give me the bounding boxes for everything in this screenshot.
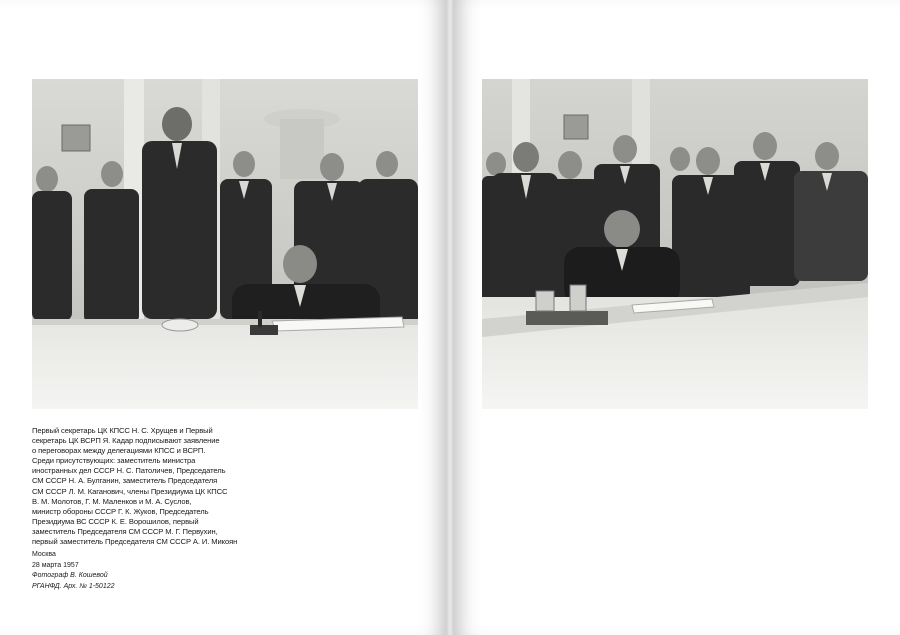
caption-line: о переговорах между делегациями КПСС и ВСРП. xyxy=(32,446,206,456)
archive-reference: РГАНФД. Арх. № 1-50122 xyxy=(32,582,115,590)
caption-line: СМ СССР Л. М. Каганович, члены Президиума ЦК КПСС xyxy=(32,486,228,496)
caption-line: заместитель Председателя СМ СССР М. Г. Первухин, xyxy=(32,526,218,536)
left-page xyxy=(0,0,446,635)
photo-kadar-signing-image xyxy=(32,79,418,409)
caption-line: Президиума ВС СССР К. Е. Ворошилов, первый xyxy=(32,516,199,526)
photographer-credit: Фотограф В. Кошевой xyxy=(32,572,108,579)
caption-line: СМ СССР Н. А. Булганин, заместитель Председателя xyxy=(32,476,218,486)
caption-line: Среди присутствующих: заместитель министра xyxy=(32,456,196,466)
caption-line: В. М. Молотов, Г. М. Маленков и М. А. Суслов, xyxy=(32,496,192,506)
book-gutter xyxy=(446,0,454,635)
photo-caption xyxy=(32,426,247,547)
photo-khrushchev-signing-image xyxy=(482,79,868,409)
photo-kadar-signing xyxy=(32,79,418,409)
photo-date: 28 марта 1957 xyxy=(32,561,79,569)
caption-line: иностранных дел СССР Н. С. Патоличев, Председатель xyxy=(32,466,226,476)
caption-line: министр обороны СССР Г. К. Жуков, Председатель xyxy=(32,506,209,516)
caption-line: Первый секретарь ЦК КПСС Н. С. Хрущев и Первый xyxy=(32,426,213,435)
photo-metadata xyxy=(32,550,247,592)
photo-khrushchev-signing xyxy=(482,79,868,409)
caption-line: секретарь ЦК ВСРП Я. Кадар подписывают заявление xyxy=(32,436,220,446)
caption-line: первый заместитель Председателя СМ СССР А. И. Микоян xyxy=(32,537,238,547)
photo-place: Москва xyxy=(32,551,56,558)
